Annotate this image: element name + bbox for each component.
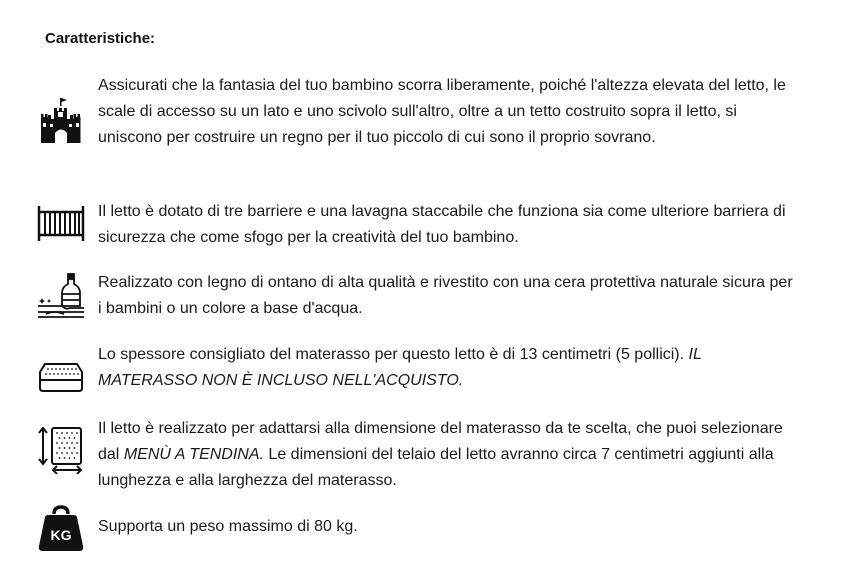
wood-finish-icon (36, 270, 86, 320)
feature-text: Supporta un peso massimo di 80 kg. (98, 518, 358, 535)
castle-icon (36, 96, 86, 146)
feature-text-emphasis: MENÙ A TENDINA. (123, 446, 264, 463)
feature-text: Realizzato con legno di ontano di alta qualità e rivestito con una cera protettiva naturale sicura per i bambini o un colore a base d'acqua. (98, 274, 793, 317)
weight-kg-icon (36, 504, 86, 554)
feature-text: Assicurati che la fantasia del tuo bambino scorra liberamente, poiché l'altezza elevata del letto, le scale di accesso su un lato e uno scivolo sull'altro, oltre a un tetto costruito sopra il letto, si uniscono per costruire un regno per il tuo piccolo di cui sono il proprio sovrano. (98, 77, 786, 146)
weight-icon-label: KG (50, 527, 72, 543)
feature-text-after: Le dimensioni del telaio del letto avranno circa 7 centimetri aggiunti alla lunghezza e alla larghezza del materasso. (98, 446, 774, 489)
crib-rail-icon (36, 199, 86, 249)
features-heading: Caratteristiche: (45, 30, 156, 47)
feature-text-emphasis: IL MATERASSO NON È INCLUSO NELL'ACQUISTO. (98, 346, 702, 389)
feature-text (98, 342, 798, 394)
mattress-dimensions-icon (36, 424, 86, 474)
feature-text: Il letto è dotato di tre barriere e una lavagna staccabile che funziona sia come ulteriore barriera di sicurezza che come sfogo per la creatività del tuo bambino. (98, 203, 786, 246)
mattress-icon (36, 350, 86, 400)
feature-text (98, 416, 798, 494)
feature-text-before: Il letto è realizzato per adattarsi alla dimensione del materasso da te scelta, che puoi selezionare dal (98, 420, 783, 463)
feature-text-main: Lo spessore consigliato del materasso per questo letto è di 13 centimetri (5 pollici). (98, 346, 685, 363)
